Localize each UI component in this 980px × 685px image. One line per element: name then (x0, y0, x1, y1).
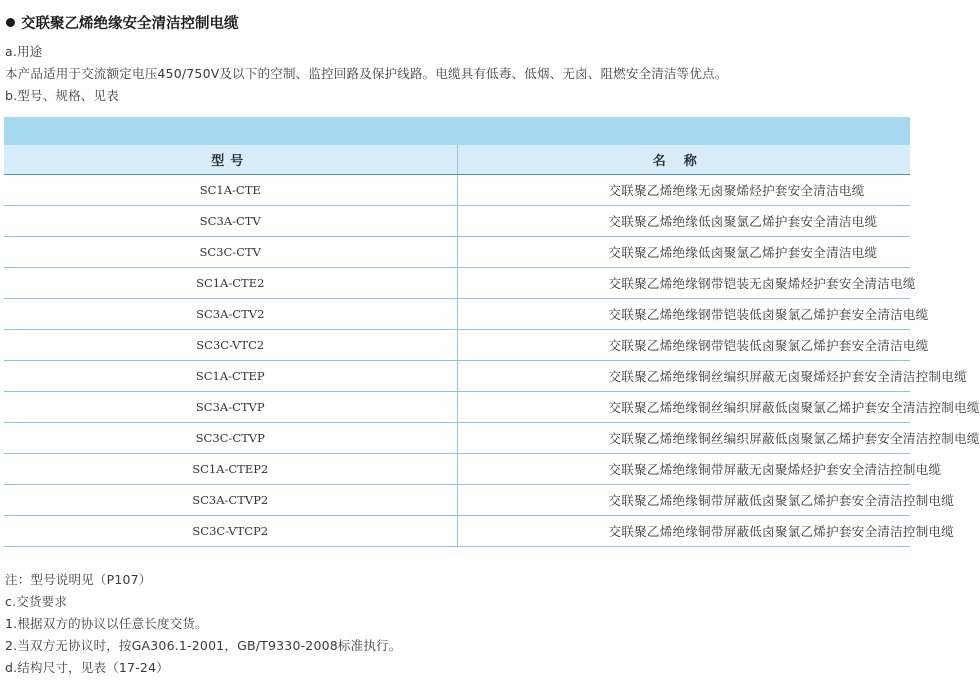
table-row (4, 423, 910, 454)
model-cell: SC3C-VTC2 (4, 330, 457, 361)
model-cell: SC3C-CTV (4, 237, 457, 268)
table-row (4, 175, 910, 206)
section-b-heading: b.型号、规格、见表 (5, 88, 119, 103)
table-row (4, 516, 910, 547)
model-cell: SC1A-CTEP2 (4, 454, 457, 485)
table-row (4, 299, 910, 330)
name-cell: 交联聚乙烯绝缘铜丝编织屏蔽低卤聚氯乙烯护套安全清洁控制电缆 (457, 423, 910, 454)
delivery-item-1: 1.根据双方的协议以任意长度交货。 (5, 616, 208, 631)
model-cell: SC1A-CTEP (4, 361, 457, 392)
name-cell: 交联聚乙烯绝缘钢带铠装低卤聚氯乙烯护套安全清洁电缆 (457, 330, 910, 361)
model-cell: SC3A-CTV (4, 206, 457, 237)
title-text: 交联聚乙烯绝缘安全清洁控制电缆 (21, 16, 239, 32)
name-cell: 交联聚乙烯绝缘低卤聚氯乙烯护套安全清洁电缆 (457, 237, 910, 268)
model-cell: SC1A-CTE (4, 175, 457, 206)
spec-table (4, 117, 980, 547)
usage-description: 本产品适用于交流额定电压450/750V及以下的空制、监控回路及保护线路。电缆具有低毒、低烟、无卤、阻燃安全清洁等优点。 (5, 66, 728, 81)
model-cell: SC3C-VTCP2 (4, 516, 457, 547)
bullet-icon (6, 18, 15, 27)
name-cell: 交联聚乙烯绝缘铜带屏蔽低卤聚氯乙烯护套安全清洁控制电缆 (457, 516, 910, 547)
name-cell: 交联聚乙烯绝缘钢带铠装低卤聚氯乙烯护套安全清洁电缆 (457, 299, 910, 330)
name-cell: 交联聚乙烯绝缘铜带屏蔽无卤聚烯烃护套安全清洁控制电缆 (457, 454, 910, 485)
table-header-row (4, 145, 910, 175)
table-row (4, 330, 910, 361)
table-row (4, 206, 910, 237)
table-row (4, 237, 910, 268)
section-c-heading: c.交货要求 (5, 594, 68, 609)
header-model: 型号 (4, 145, 457, 175)
table-row (4, 485, 910, 516)
table-row (4, 361, 910, 392)
section-a-heading: a.用途 (5, 44, 43, 59)
name-cell: 交联聚乙烯绝缘无卤聚烯烃护套安全清洁电缆 (457, 175, 910, 206)
table-row (4, 392, 910, 423)
table-row (4, 268, 910, 299)
model-note: 注：型号说明见（P107） (5, 572, 152, 587)
name-cell: 交联聚乙烯绝缘铜带屏蔽低卤聚氯乙烯护套安全清洁控制电缆 (457, 485, 910, 516)
header-name: 名称 (457, 145, 910, 175)
model-cell: SC1A-CTE2 (4, 268, 457, 299)
name-cell: 交联聚乙烯绝缘铜丝编织屏蔽低卤聚氯乙烯护套安全清洁控制电缆 (457, 392, 910, 423)
name-cell: 交联聚乙烯绝缘铜丝编织屏蔽无卤聚烯烃护套安全清洁控制电缆 (457, 361, 910, 392)
model-cell: SC3A-CTVP2 (4, 485, 457, 516)
name-cell: 交联聚乙烯绝缘低卤聚氯乙烯护套安全清洁电缆 (457, 206, 910, 237)
section-d-heading: d.结构尺寸，见表（17-24） (5, 660, 169, 675)
model-cell: SC3C-CTVP (4, 423, 457, 454)
delivery-item-2: 2.当双方无协议时，按GA306.1-2001，GB/T9330-2008标准执行。 (5, 638, 402, 653)
document-title (6, 12, 239, 33)
table-row (4, 454, 910, 485)
model-cell: SC3A-CTV2 (4, 299, 457, 330)
model-cell: SC3A-CTVP (4, 392, 457, 423)
name-cell: 交联聚乙烯绝缘钢带铠装无卤聚烯烃护套安全清洁电缆 (457, 268, 910, 299)
table-top-band (4, 117, 910, 145)
